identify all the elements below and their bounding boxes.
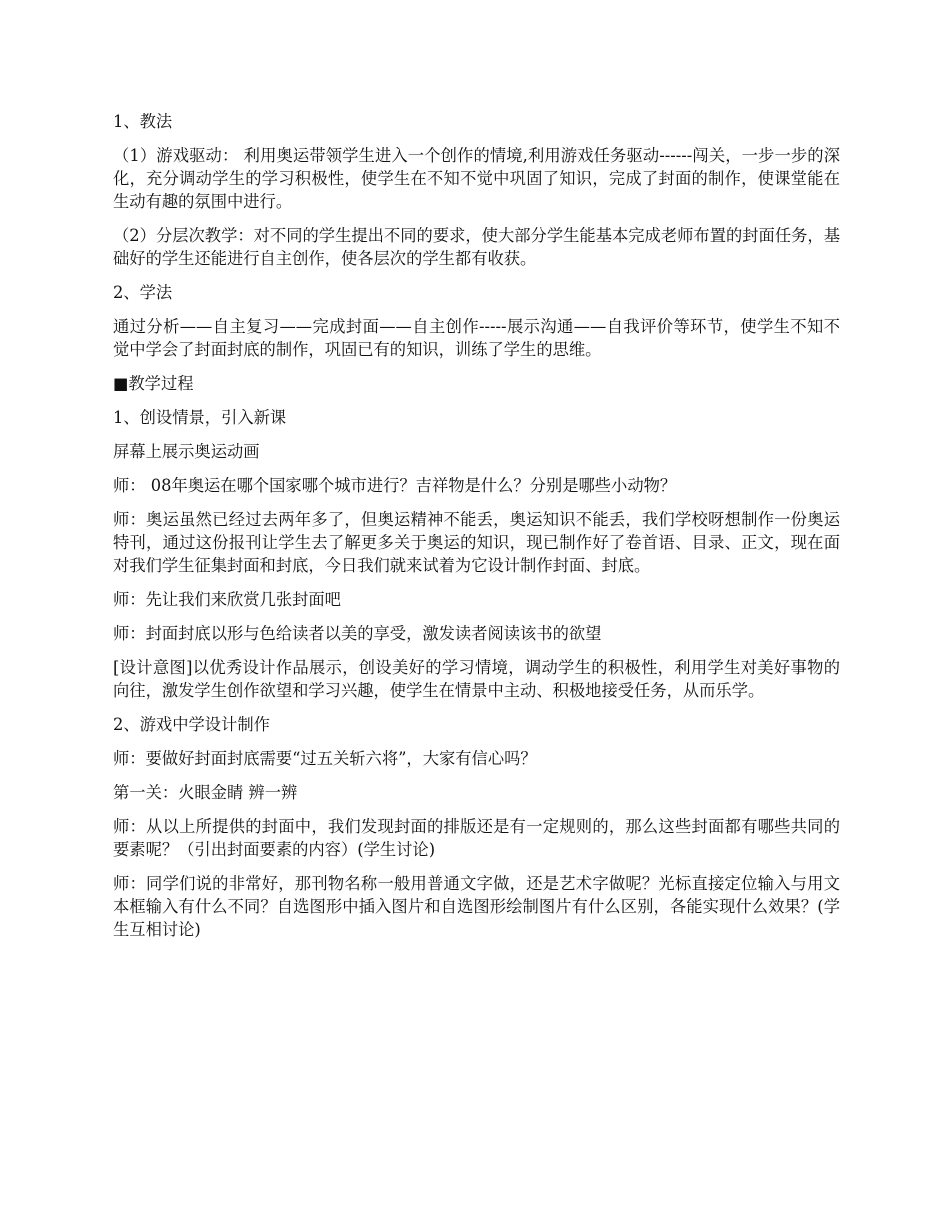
subheading-create-scenario: 1、创设情景，引入新课 xyxy=(113,408,287,427)
paragraph-level-one: 第一关：火眼金睛 辨一辨 xyxy=(113,783,298,802)
subheading-game-learning: 2、游戏中学设计制作 xyxy=(113,715,270,734)
paragraph-teacher-discussion: 师：同学们说的非常好，那刊物名称一般用普通文字做，还是艺术字做呢？光标直接定位输入与用文本框输入有什么不同？自选图形中插入图片和自选图形绘制图片有什么区别，各能实现什么效果？(学生互相讨论) xyxy=(113,874,840,939)
paragraph-show-animation: 屏幕上展示奥运动画 xyxy=(113,442,260,461)
paragraph-design-intent: [设计意图]以优秀设计作品展示，创设美好的学习情境，调动学生的积极性，利用学生对美好事物的向往，激发学生创作欲望和学习兴趣，使学生在情景中主动、积极地接受任务，从而乐学。 xyxy=(113,658,840,700)
section-heading-teaching-process: ■教学过程 xyxy=(113,374,194,393)
section-heading-teaching-method: 1、教法 xyxy=(113,112,173,131)
paragraph-learning-steps: 通过分析——自主复习——完成封面——自主创作-----展示沟通——自我评价等环节，使学生不知不觉中学会了封面封底的制作，巩固已有的知识，训练了学生的思维。 xyxy=(113,317,840,359)
paragraph-teacher-question-olympics: 师： 08年奥运在哪个国家哪个城市进行？吉祥物是什么？分别是哪些小动物？ xyxy=(113,476,677,495)
paragraph-teacher-five-passes: 师：要做好封面封底需要“过五关斩六将”，大家有信心吗？ xyxy=(113,749,537,768)
paragraph-teacher-cover-elements: 师：从以上所提供的封面中，我们发现封面的排版还是有一定规则的，那么这些封面都有哪些共同的要素呢？（引出封面要素的内容）(学生讨论) xyxy=(113,817,840,859)
paragraph-teacher-cover-beauty: 师：封面封底以形与色给读者以美的享受，激发读者阅读该书的欲望 xyxy=(113,624,602,643)
section-heading-learning-method: 2、学法 xyxy=(113,283,173,302)
paragraph-game-driven: （1）游戏驱动： 利用奥运带领学生进入一个创作的情境,利用游戏任务驱动------闯关，一步一步的深化，充分调动学生的学习积极性，使学生在不知不觉中巩固了知识，完成了封面的制作，使课堂能在生动有趣的氛围中进行。 xyxy=(113,146,840,211)
paragraph-teacher-appreciate-covers: 师：先让我们来欣赏几张封面吧 xyxy=(113,590,341,609)
document-body xyxy=(113,110,840,952)
paragraph-teacher-special-issue: 师：奥运虽然已经过去两年多了，但奥运精神不能丢，奥运知识不能丢，我们学校呀想制作一份奥运特刊，通过这份报刊让学生去了解更多关于奥运的知识，现已制作好了卷首语、目录、正文，现在面对我们学生征集封面和封底，今日我们就来试着为它设计制作封面、封底。 xyxy=(113,510,840,575)
paragraph-tiered-teaching: （2）分层次教学：对不同的学生提出不同的要求，使大部分学生能基本完成老师布置的封面任务，基础好的学生还能进行自主创作，使各层次的学生都有收获。 xyxy=(113,226,840,268)
